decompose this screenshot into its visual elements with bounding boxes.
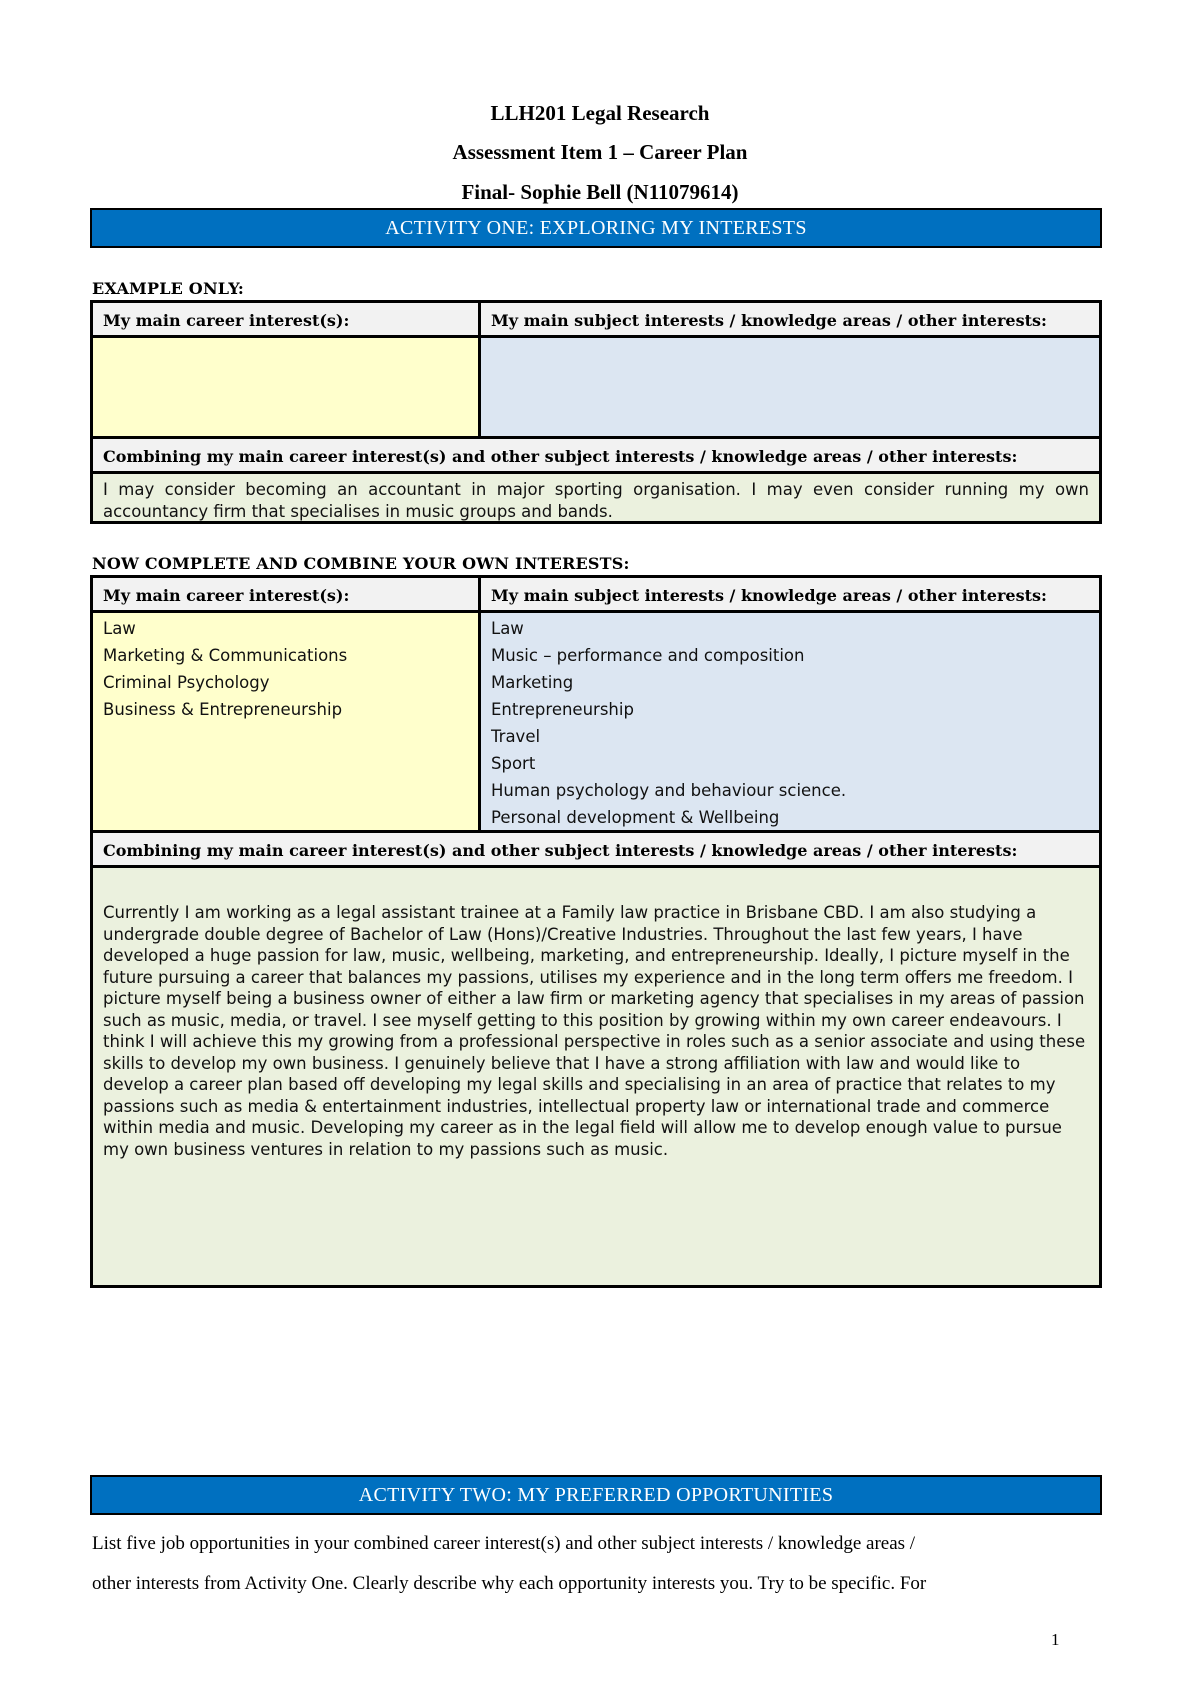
list-item: Human psychology and behaviour science. <box>491 781 847 800</box>
page-number: 1 <box>1051 1630 1060 1649</box>
example-label: EXAMPLE ONLY: <box>92 279 244 298</box>
list-item: Music – performance and composition <box>491 646 805 665</box>
list-item: Criminal Psychology <box>103 673 270 692</box>
list-item: Law <box>103 619 136 638</box>
list-item: Law <box>491 619 524 638</box>
career-interest-list <box>93 613 481 830</box>
author-line: Final- Sophie Bell (N11079614) <box>461 180 739 204</box>
instruction-line: other interests from Activity One. Clearly describe why each opportunity interests you. Try to be specific. For <box>92 1573 927 1594</box>
instruction-line: List five job opportunities in your combined career interest(s) and other subject interests / knowledge areas / <box>92 1533 916 1554</box>
example-career-cell <box>93 338 481 436</box>
list-item: Business & Entrepreneurship <box>103 700 343 719</box>
combine-header: Combining my main career interest(s) and other subject interests / knowledge areas / other interests: <box>93 439 1099 471</box>
activity-two-banner: ACTIVITY TWO: MY PREFERRED OPPORTUNITIES <box>90 1475 1102 1515</box>
activity-one-banner: ACTIVITY ONE: EXPLORING MY INTERESTS <box>90 208 1102 248</box>
subject-interest-list <box>481 613 1099 830</box>
course-title: LLH201 Legal Research <box>490 101 710 125</box>
example-table <box>90 300 1102 524</box>
career-interest-header: My main career interest(s): <box>93 303 481 335</box>
activity-two-instructions <box>92 1524 1102 1604</box>
list-item: Marketing <box>491 673 574 692</box>
list-item: Travel <box>491 727 541 746</box>
own-interests-label: NOW COMPLETE AND COMBINE YOUR OWN INTERESTS: <box>92 554 630 573</box>
combine-header: Combining my main career interest(s) and other subject interests / knowledge areas / other interests: <box>93 833 1099 865</box>
example-combined-text: I may consider becoming an accountant in major sporting organisation. I may even consider running my own accountancy firm that specialises in music groups and bands. <box>93 474 1099 521</box>
own-interests-table <box>90 575 1102 1288</box>
example-subject-cell <box>481 338 1099 436</box>
subject-interest-header: My main subject interests / knowledge areas / other interests: <box>481 303 1099 335</box>
assessment-title: Assessment Item 1 – Career Plan <box>452 140 748 164</box>
list-item: Entrepreneurship <box>491 700 634 719</box>
list-item: Marketing & Communications <box>103 646 348 665</box>
career-interest-header: My main career interest(s): <box>93 578 481 610</box>
subject-interest-header: My main subject interests / knowledge areas / other interests: <box>481 578 1099 610</box>
list-item: Personal development & Wellbeing <box>491 808 780 827</box>
combined-interests-text: Currently I am working as a legal assistant trainee at a Family law practice in Brisbane CBD. I am also studying a undergrade double degree of Bachelor of Law (Hons)/Creative Industries. Throughout the last few years, I have developed a huge passion for law, music, wellbeing, marketing, and entrepreneurship. Ideally, I picture myself in the future pursuing a career that balances my passions, utilises my experience and in the long term offers me freedom. I picture myself being a business owner of either a law firm or marketing agency that specialises in my areas of passion such as music, media, or travel. I see myself getting to this position by growing within my own career endeavours. I think I will achieve this my growing from a professional perspective in roles such as a senior associate and using these skills to develop my own business. I genuinely believe that I have a strong affiliation with law and would like to develop a career plan based off developing my legal skills and specialising in an area of practice that relates to my passions such as media & entertainment industries, intellectual property law or international trade and commerce within media and music. Developing my career as in the legal field will allow me to develop enough value to pursue my own business ventures in relation to my passions such as music. <box>93 868 1099 1285</box>
list-item: Sport <box>491 754 536 773</box>
